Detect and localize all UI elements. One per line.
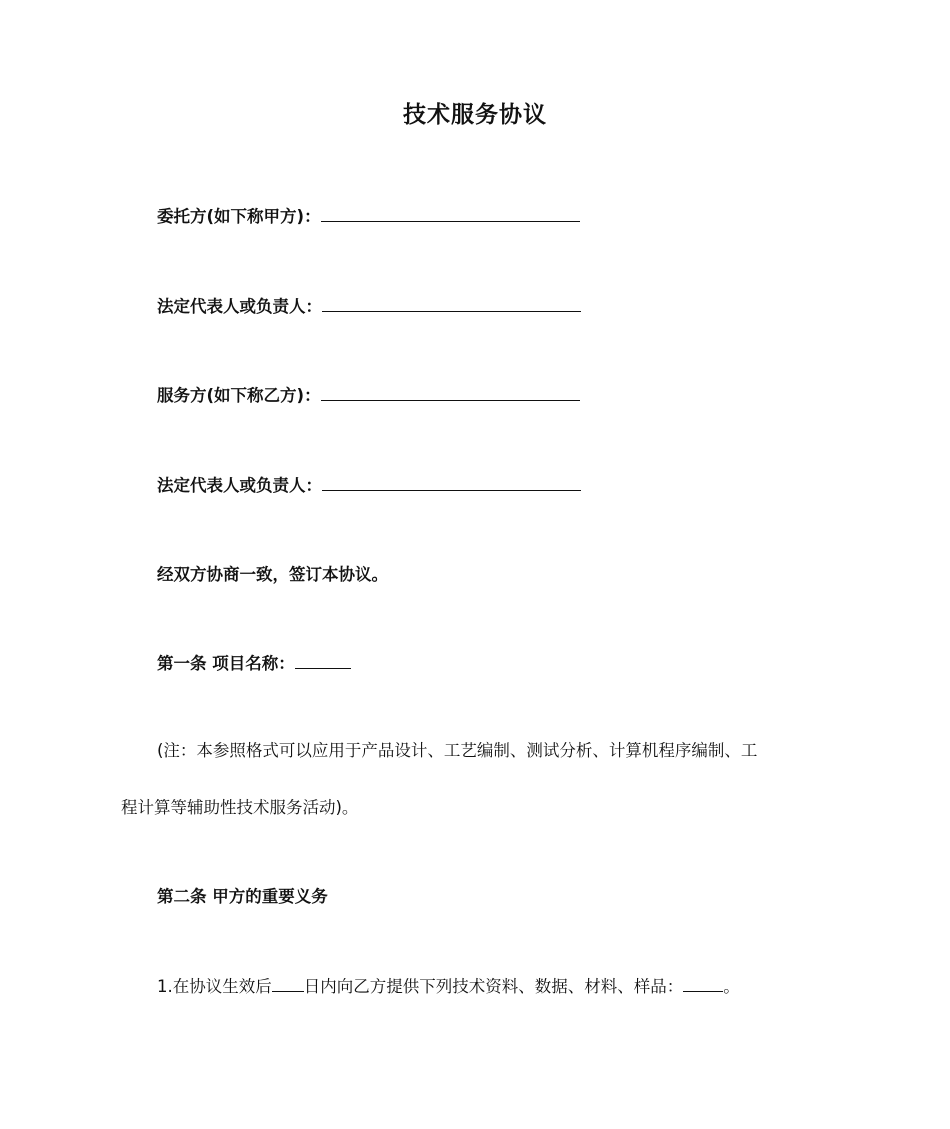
service-representative-blank bbox=[322, 473, 581, 491]
note-line-2: 程计算等辅助性技术服务活动)。 bbox=[121, 798, 359, 817]
item-1-text-middle: 日内向乙方提供下列技术资料、数据、材料、样品： bbox=[303, 977, 684, 996]
article-1-label: 第一条 项目名称： bbox=[157, 654, 295, 673]
service-party-line bbox=[157, 383, 580, 408]
client-representative-blank bbox=[322, 294, 581, 312]
client-party-label: 委托方(如下称甲方)： bbox=[157, 207, 321, 226]
note-line-1: (注：本参照格式可以应用于产品设计、工艺编制、测试分析、计算机程序编制、工 bbox=[157, 741, 758, 760]
document-title: 技术服务协议 bbox=[403, 102, 547, 128]
article-2-heading: 第二条 甲方的重要义务 bbox=[157, 887, 328, 906]
client-party-blank bbox=[321, 204, 580, 222]
service-representative-label: 法定代表人或负责人： bbox=[157, 476, 322, 495]
days-blank bbox=[272, 974, 304, 992]
service-representative-line bbox=[157, 473, 581, 498]
service-party-label: 服务方(如下称乙方)： bbox=[157, 386, 321, 405]
project-name-blank bbox=[295, 651, 351, 669]
article-1-line bbox=[157, 651, 351, 676]
client-party-line bbox=[157, 204, 580, 229]
client-representative-label: 法定代表人或负责人： bbox=[157, 297, 322, 316]
item-1-text-start: 1.在协议生效后 bbox=[157, 977, 272, 996]
article-2-item-1 bbox=[157, 974, 740, 999]
item-1-text-end: 。 bbox=[723, 977, 740, 996]
agreement-intro: 经双方协商一致，签订本协议。 bbox=[157, 565, 388, 584]
client-representative-line bbox=[157, 294, 581, 319]
service-party-blank bbox=[321, 383, 580, 401]
materials-blank bbox=[683, 974, 723, 992]
